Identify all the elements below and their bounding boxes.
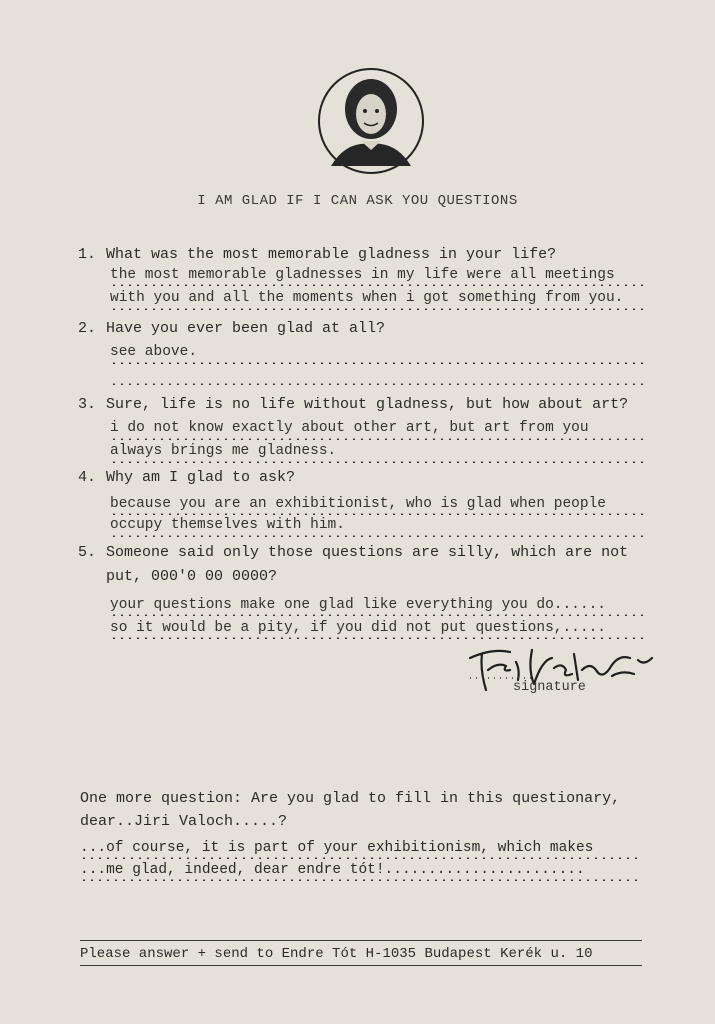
answer-line: occupy themselves with him. — [110, 517, 345, 533]
dotted-line — [110, 362, 645, 364]
answer-line: see above. — [110, 344, 198, 360]
question-number: 2. — [78, 320, 97, 337]
portrait-stamp — [316, 66, 426, 176]
dotted-line — [110, 284, 645, 286]
addressee-prefix: dear.. — [80, 813, 135, 830]
question-text: Sure, life is no life without gladness, but how about art? — [106, 396, 629, 413]
footer-address: Please answer + send to Endre Tót H-1035 Budapest Kerék u. 10 — [80, 946, 593, 962]
dotted-line — [80, 857, 640, 859]
dotted-line — [110, 535, 645, 537]
question-text: What was the most memorable gladness in your life? — [106, 246, 557, 263]
dotted-line — [110, 461, 645, 463]
question-number: 1. — [78, 246, 97, 263]
answer-line: always brings me gladness. — [110, 443, 337, 459]
dotted-line — [110, 513, 645, 515]
question-3 — [78, 396, 658, 413]
question-4 — [78, 469, 658, 486]
answer-line: your questions make one glad like everything you do...... — [110, 597, 606, 613]
answer-line: because you are an exhibitionist, who is glad when people — [110, 496, 606, 512]
question-5-continued: put, 000'0 00 0000? — [106, 568, 278, 585]
dotted-line — [80, 879, 640, 881]
question-number: 5. — [78, 544, 97, 561]
addressee-suffix: .....? — [233, 813, 288, 830]
question-number: 3. — [78, 396, 97, 413]
question-5 — [78, 544, 658, 561]
dotted-line — [110, 383, 645, 385]
dotted-line — [110, 438, 645, 440]
question-2 — [78, 320, 658, 337]
footer-rule-top — [80, 940, 642, 941]
question-number: 4. — [78, 469, 97, 486]
signature-label: signature — [513, 680, 586, 695]
dotted-line — [110, 614, 645, 616]
addressee-name: Jiri Valoch — [134, 813, 234, 830]
question-1 — [78, 246, 658, 263]
answer-line: i do not know exactly about other art, but art from you — [110, 420, 589, 436]
answer-line: the most memorable gladnesses in my life were all meetings — [110, 267, 615, 283]
question-text: Someone said only those questions are silly, which are not — [106, 544, 629, 561]
dotted-line — [110, 637, 645, 639]
more-answer-line: ...of course, it is part of your exhibitionism, which makes — [80, 840, 594, 856]
question-text: Why am I glad to ask? — [106, 469, 296, 486]
footer-rule-bottom — [80, 965, 642, 966]
page-title: I AM GLAD IF I CAN ASK YOU QUESTIONS — [197, 193, 518, 209]
more-question-line: One more question: Are you glad to fill in this questionary, — [80, 790, 621, 807]
more-answer-line: ...me glad, indeed, dear endre tót!....................... — [80, 862, 585, 878]
answer-line: with you and all the moments when i got something from you. — [110, 290, 624, 306]
answer-line: so it would be a pity, if you did not put questions,..... — [110, 620, 606, 636]
more-question-addressee — [80, 813, 287, 830]
dotted-line — [110, 308, 645, 310]
question-text: Have you ever been glad at all? — [106, 320, 386, 337]
